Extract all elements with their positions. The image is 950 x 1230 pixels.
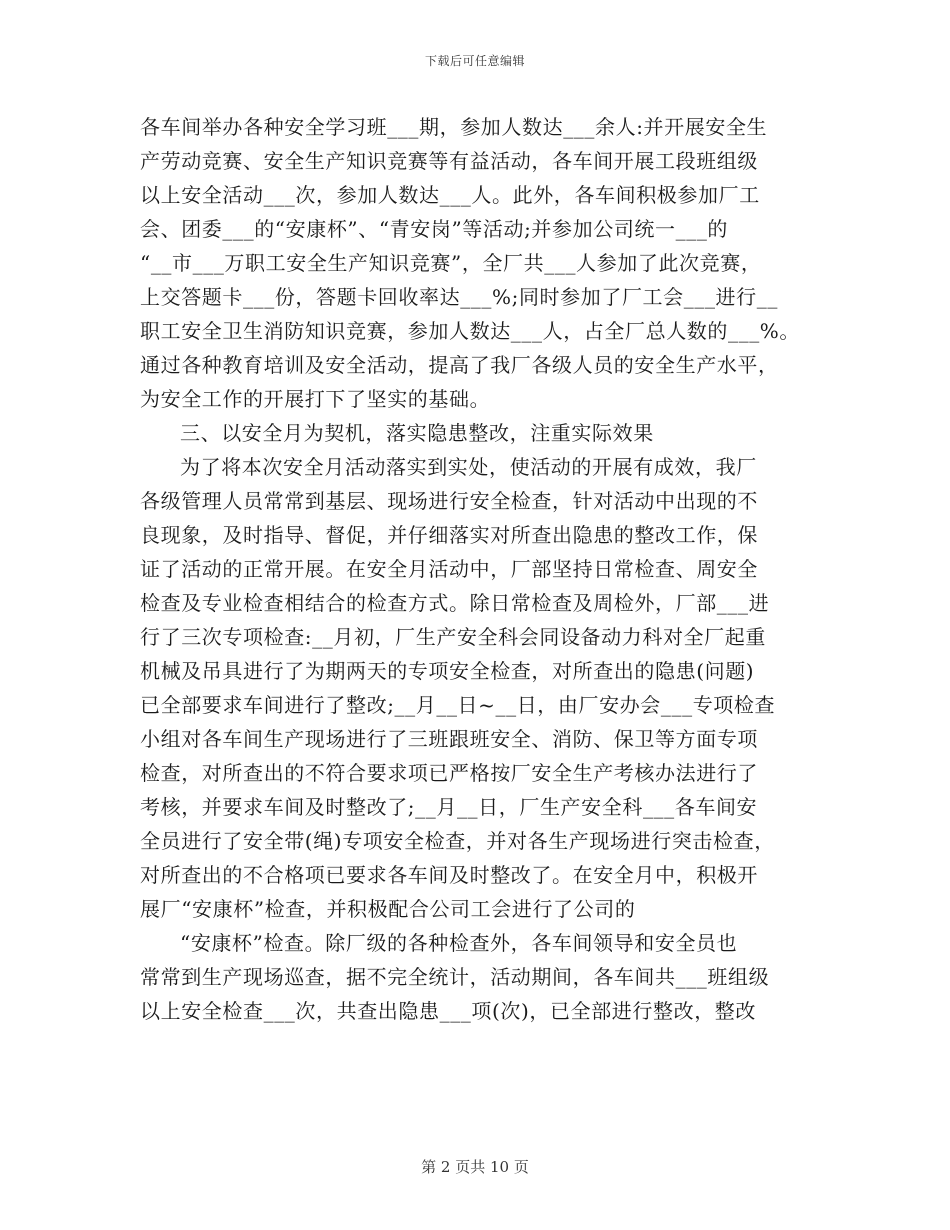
text-line: 会、团委___的“安康杯”、“青安岗”等活动;并参加公司统一___的	[140, 217, 729, 241]
text-line: 为安全工作的开展打下了坚实的基础。	[140, 387, 491, 411]
text-line: 证了活动的正常开展。在安全月活动中，厂部坚持日常检查、周安全	[140, 557, 758, 581]
text-line: 良现象，及时指导、督促，并仔细落实对所查出隐患的整改工作，保	[140, 523, 758, 547]
text-line: 检查及专业检查相结合的检查方式。除日常检查及周检外，厂部___进	[140, 591, 770, 615]
text-line: 常常到生产现场巡查，据不完全统计，活动期间，各车间共___班组级	[140, 965, 770, 989]
text-line: 职工安全卫生消防知识竞赛，参加人数达___人，占全厂总人数的___%。	[140, 319, 801, 343]
text-line: 机械及吊具进行了为期两天的专项安全检查，对所查出的隐患(问题)	[140, 659, 755, 683]
text-line: 上交答题卡___份，答题卡回收率达___%;同时参加了厂工会___进行__	[140, 285, 778, 309]
text-line: 三、以安全月为契机，落实隐患整改，注重实际效果	[180, 421, 654, 445]
text-line: 行了三次专项检查:__月初，厂生产安全科会同设备动力科对全厂起重	[140, 625, 766, 649]
text-line: 小组对各车间生产现场进行了三班跟班安全、消防、保卫等方面专项	[140, 727, 758, 751]
page-footer: 第 2 页共 10 页	[421, 1158, 529, 1176]
text-line: 考核，并要求车间及时整改了;__月__日，厂生产安全科___各车间安	[140, 795, 758, 819]
text-line: “__市___万职工安全生产知识竞赛”，全厂共___人参加了此次竞赛，	[140, 251, 762, 275]
text-line: 检查，对所查出的不符合要求项已严格按厂安全生产考核办法进行了	[140, 761, 758, 785]
text-line: 通过各种教育培训及安全活动，提高了我厂各级人员的安全生产水平，	[140, 353, 779, 377]
text-line: 各车间举办各种安全学习班___期，参加人数达___余人:并开展安全生	[140, 115, 768, 139]
text-line: 各级管理人员常常到基层、现场进行安全检查，针对活动中出现的不	[140, 489, 758, 513]
text-line: 为了将本次安全月活动落实到实处，使活动的开展有成效，我厂	[180, 455, 757, 479]
text-line: “安康杯”检查。除厂级的各种检查外，各车间领导和安全员也	[180, 931, 738, 955]
text-line: 对所查出的不合格项已要求各车间及时整改了。在安全月中，积极开	[140, 863, 758, 887]
document-body	[140, 110, 816, 1028]
text-line: 产劳动竞赛、安全生产知识竞赛等有益活动，各车间开展工段班组级	[140, 149, 758, 173]
text-line: 全员进行了安全带(绳)专项安全检查，并对各生产现场进行突击检查，	[140, 829, 775, 853]
text-line: 以上安全活动___次，参加人数达___人。此外，各车间积极参加厂工	[140, 183, 760, 207]
text-line: 展厂“安康杯”检查，并积极配合公司工会进行了公司的	[140, 897, 636, 921]
page-header: 下载后可任意编辑	[424, 54, 525, 68]
text-line: 以上安全检查___次，共查出隐患___项(次)，已全部进行整改，整改	[140, 999, 757, 1023]
text-line: 已全部要求车间进行了整改;__月__日~__日，由厂安办会___专项检查	[140, 693, 776, 717]
